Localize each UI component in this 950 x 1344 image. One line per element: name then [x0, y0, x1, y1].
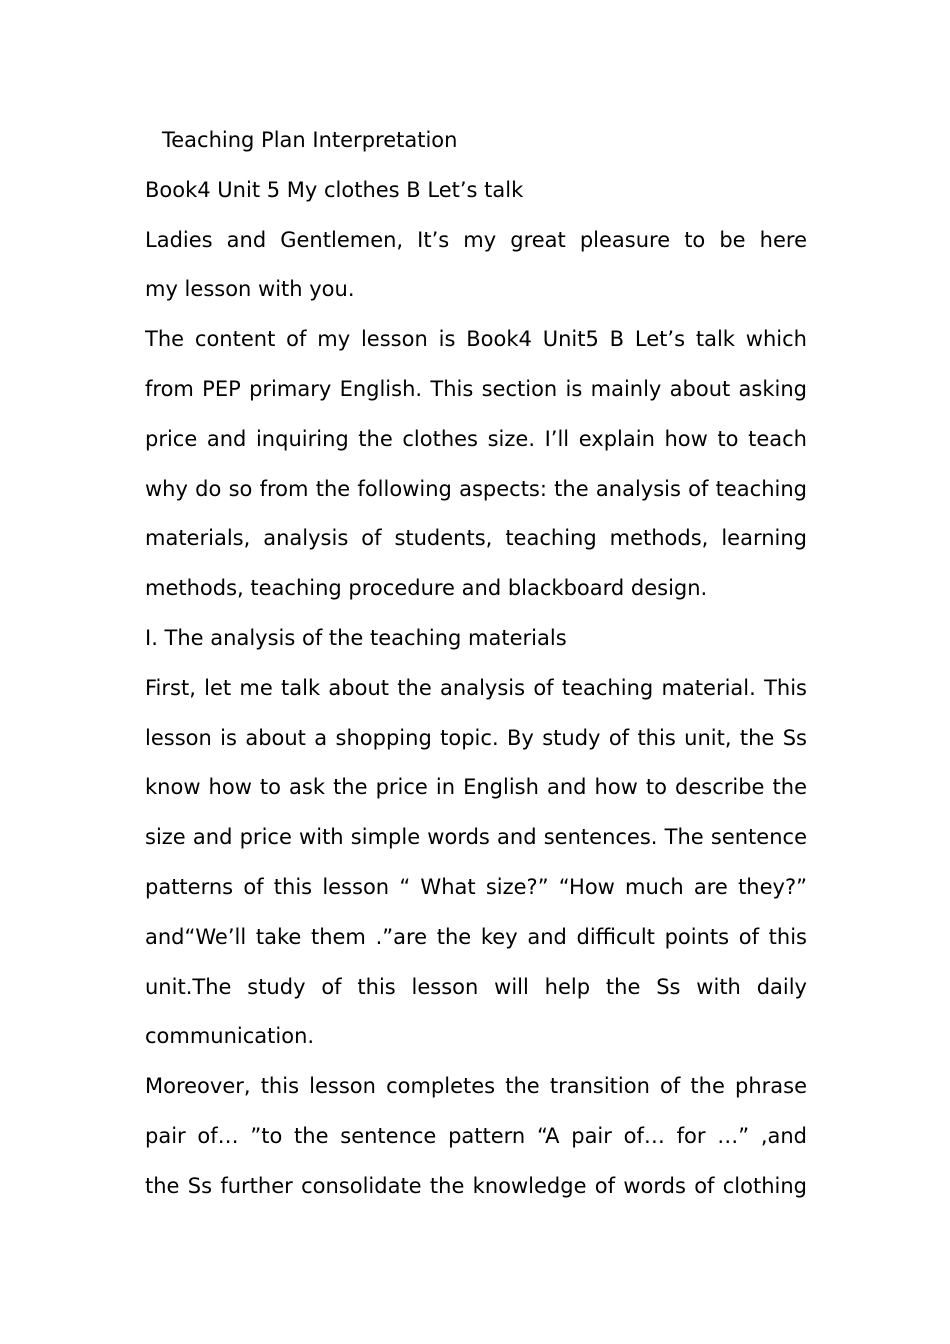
- paragraph-line: and“We’ll take them .”are the key and difficult points of this: [145, 924, 807, 949]
- paragraph-line: materials, analysis of students, teaching methods, learning: [145, 526, 807, 551]
- paragraph-line: The content of my lesson is Book4 Unit5 B Let’s talk which: [145, 327, 807, 352]
- paragraph-line: know how to ask the price in English and how to describe the: [145, 775, 807, 800]
- paragraph-line: unit.The study of this lesson will help the Ss with daily: [145, 974, 807, 999]
- paragraph-analysis: [145, 664, 807, 1062]
- paragraph-line: communication.: [145, 1024, 315, 1049]
- paragraph-line: lesson is about a shopping topic. By study of this unit, the Ss: [145, 725, 807, 750]
- paragraph-line: methods, teaching procedure and blackboard design.: [145, 576, 708, 601]
- paragraph-moreover: [145, 1062, 807, 1211]
- paragraph-line: my lesson with you.: [145, 277, 355, 302]
- paragraph-line: price and inquiring the clothes size. I’ll explain how to teach: [145, 426, 807, 451]
- paragraph-intro: [145, 216, 807, 316]
- paragraph-line: from PEP primary English. This section is mainly about asking: [145, 376, 807, 401]
- paragraph-line: Moreover, this lesson completes the transition of the phrase: [145, 1074, 807, 1099]
- paragraph-line: Ladies and Gentlemen, It’s my great pleasure to be here: [145, 227, 807, 252]
- paragraph-line: the Ss further consolidate the knowledge of words of clothing: [145, 1173, 807, 1198]
- paragraph-content: [145, 315, 807, 614]
- paragraph-line: pair of… ”to the sentence pattern “A pair of… for …” ,and: [145, 1123, 807, 1148]
- section-heading-text: I. The analysis of the teaching materials: [145, 625, 567, 650]
- paragraph-line: size and price with simple words and sentences. The sentence: [145, 825, 807, 850]
- paragraph-line: why do so from the following aspects: the analysis of teaching: [145, 476, 807, 501]
- document-subtitle: Book4 Unit 5 My clothes B Let’s talk: [145, 177, 524, 202]
- paragraph-line: First, let me talk about the analysis of teaching material. This: [145, 675, 807, 700]
- document-body: [145, 116, 807, 1212]
- paragraph-line: patterns of this lesson “ What size?” “How much are they?”: [145, 874, 807, 899]
- document-title: Teaching Plan Interpretation: [162, 128, 458, 152]
- section-heading: [145, 614, 807, 664]
